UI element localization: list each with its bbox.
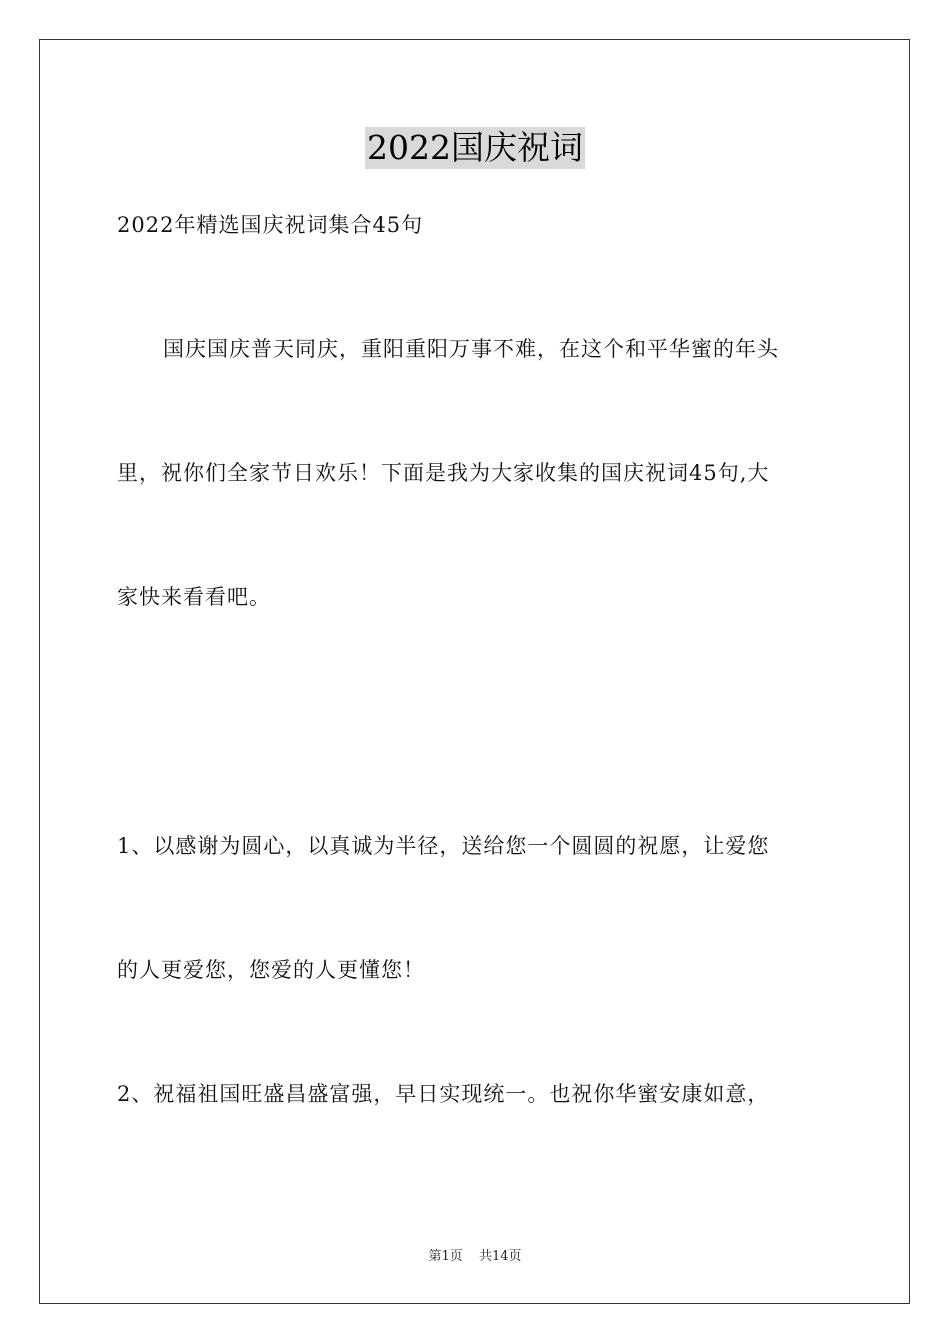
item-1-line-2: 的人更爱您，您爱的人更懂您！ xyxy=(117,958,425,982)
title-container xyxy=(0,127,950,169)
item-2-line-1: 2、祝福祖国旺盛昌盛富强，早日实现统一。也祝你华蜜安康如意， xyxy=(117,1082,770,1106)
document-subtitle: 2022年精选国庆祝词集合45句 xyxy=(117,213,424,237)
intro-line-3: 家快来看看吧。 xyxy=(117,585,271,609)
page-footer xyxy=(0,1248,950,1266)
page-total: 共14页 xyxy=(478,1249,522,1264)
document-title: 2022国庆祝词 xyxy=(367,128,583,167)
page-number: 第1页 xyxy=(428,1249,463,1264)
intro-line-2: 里，祝你们全家节日欢乐！下面是我为大家收集的国庆祝词45句,大 xyxy=(117,461,770,485)
intro-line-1: 国庆国庆普天同庆，重阳重阳万事不难，在这个和平华蜜的年头 xyxy=(163,337,779,361)
item-1-line-1: 1、以感谢为圆心，以真诚为半径，送给您一个圆圆的祝愿，让爱您 xyxy=(117,834,770,858)
